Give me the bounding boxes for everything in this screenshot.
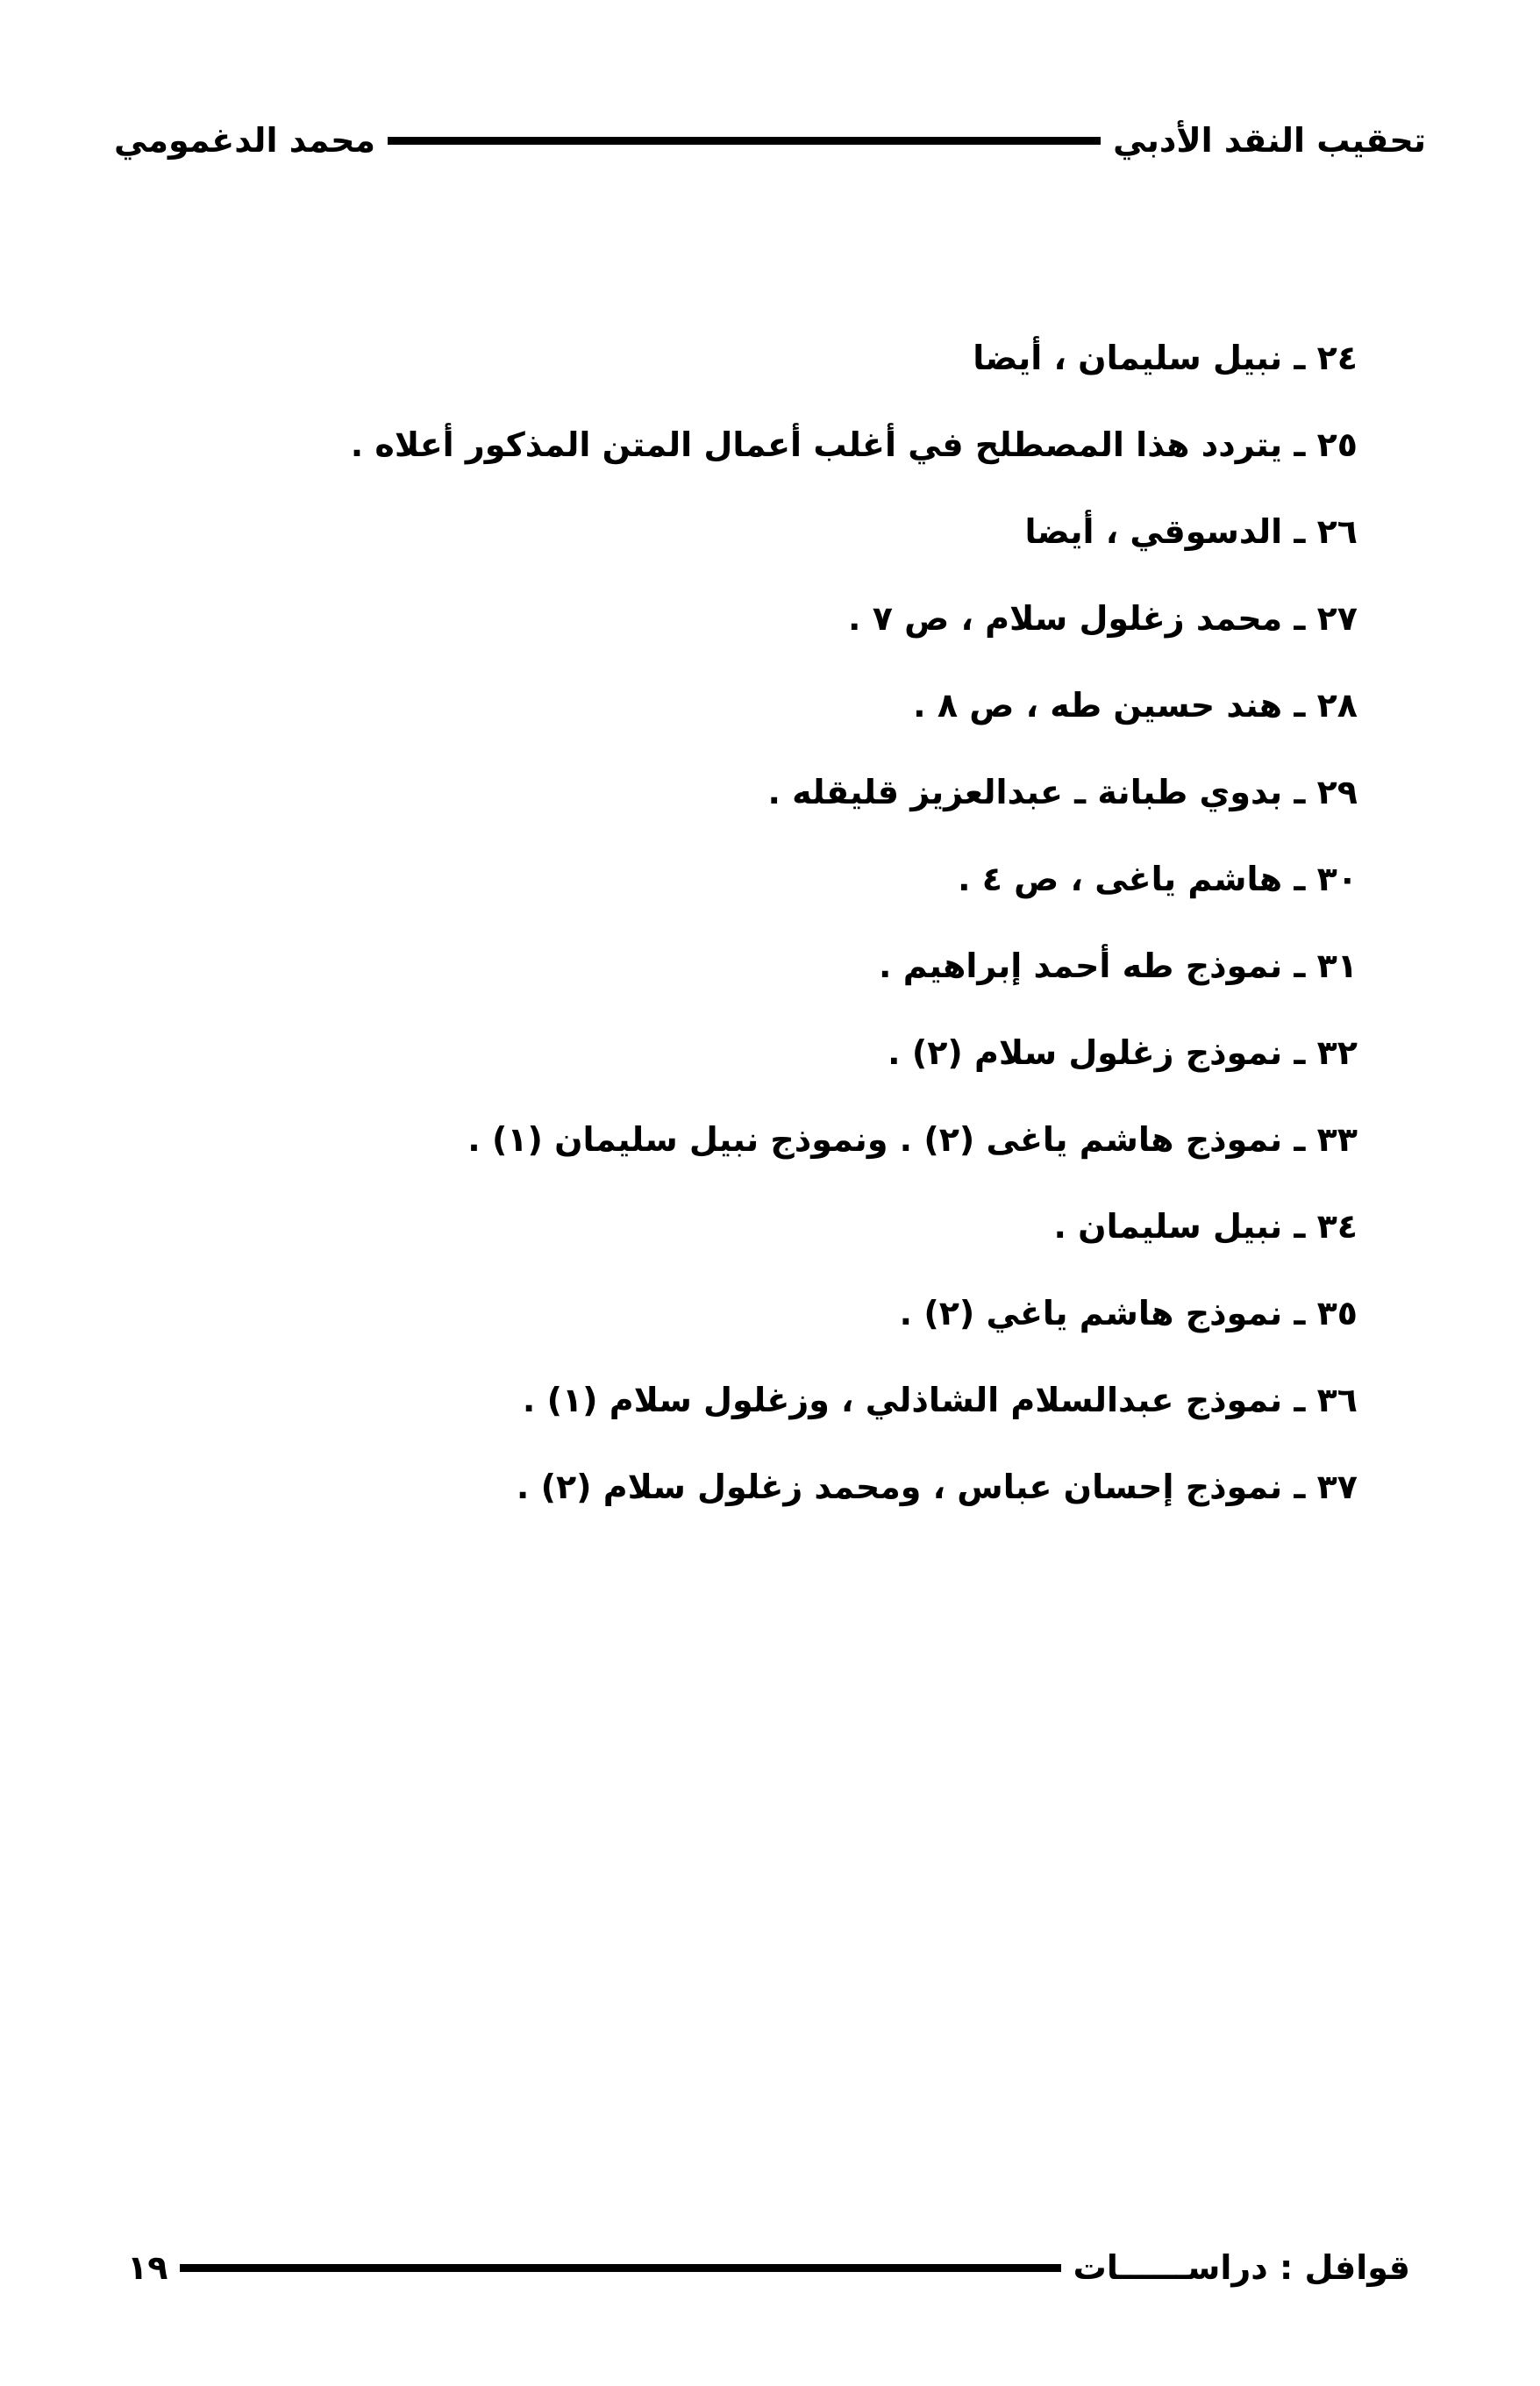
endnote: ٣١ ـ نموذج طه أحمد إبراهيم . xyxy=(879,947,1358,985)
header-rule xyxy=(388,137,1101,145)
endnote: ٣٠ ـ هاشم ياغى ، ص ٤ . xyxy=(958,860,1358,898)
endnote: ٢٨ ـ هند حسين طه ، ص ٨ . xyxy=(913,686,1358,725)
endnote: ٣٣ ـ نموذج هاشم ياغى (٢) . ونموذج نبيل سليمان (١) . xyxy=(467,1120,1358,1159)
footer-rule xyxy=(180,2264,1060,2272)
endnote: ٢٥ ـ يتردد هذا المصطلح في أغلب أعمال المتن المذكور أعلاه . xyxy=(350,425,1358,464)
page-number: ١٩ xyxy=(127,2248,168,2287)
endnote: ٢٤ ـ نبيل سليمان ، أيضا xyxy=(973,339,1358,377)
endnote: ٣٦ ـ نموذج عبدالسلام الشاذلي ، وزغلول سلام (١) . xyxy=(522,1381,1358,1419)
author-name: محمد الدغمومي xyxy=(114,121,376,160)
endnote: ٣٢ ـ نموذج زغلول سلام (٢) . xyxy=(888,1033,1358,1072)
series-title: قوافل : دراســــــات xyxy=(1073,2248,1410,2287)
endnote: ٢٩ ـ بدوي طبانة ـ عبدالعزيز قليقله . xyxy=(767,773,1358,811)
endnote: ٣٤ ـ نبيل سليمان . xyxy=(1053,1207,1358,1246)
endnote: ٢٦ ـ الدسوقي ، أيضا xyxy=(1024,512,1358,551)
book-title: تحقيب النقد الأدبي xyxy=(1113,121,1426,160)
endnote: ٣٧ ـ نموذج إحسان عباس ، ومحمد زغلول سلام (٢) . xyxy=(516,1468,1358,1506)
endnote: ٢٧ ـ محمد زغلول سلام ، ص ٧ . xyxy=(848,599,1358,638)
running-header xyxy=(114,114,1426,167)
endnote: ٣٥ ـ نموذج هاشم ياغي (٢) . xyxy=(899,1294,1358,1332)
running-footer xyxy=(127,2237,1410,2298)
endnotes-list xyxy=(217,332,1358,1547)
